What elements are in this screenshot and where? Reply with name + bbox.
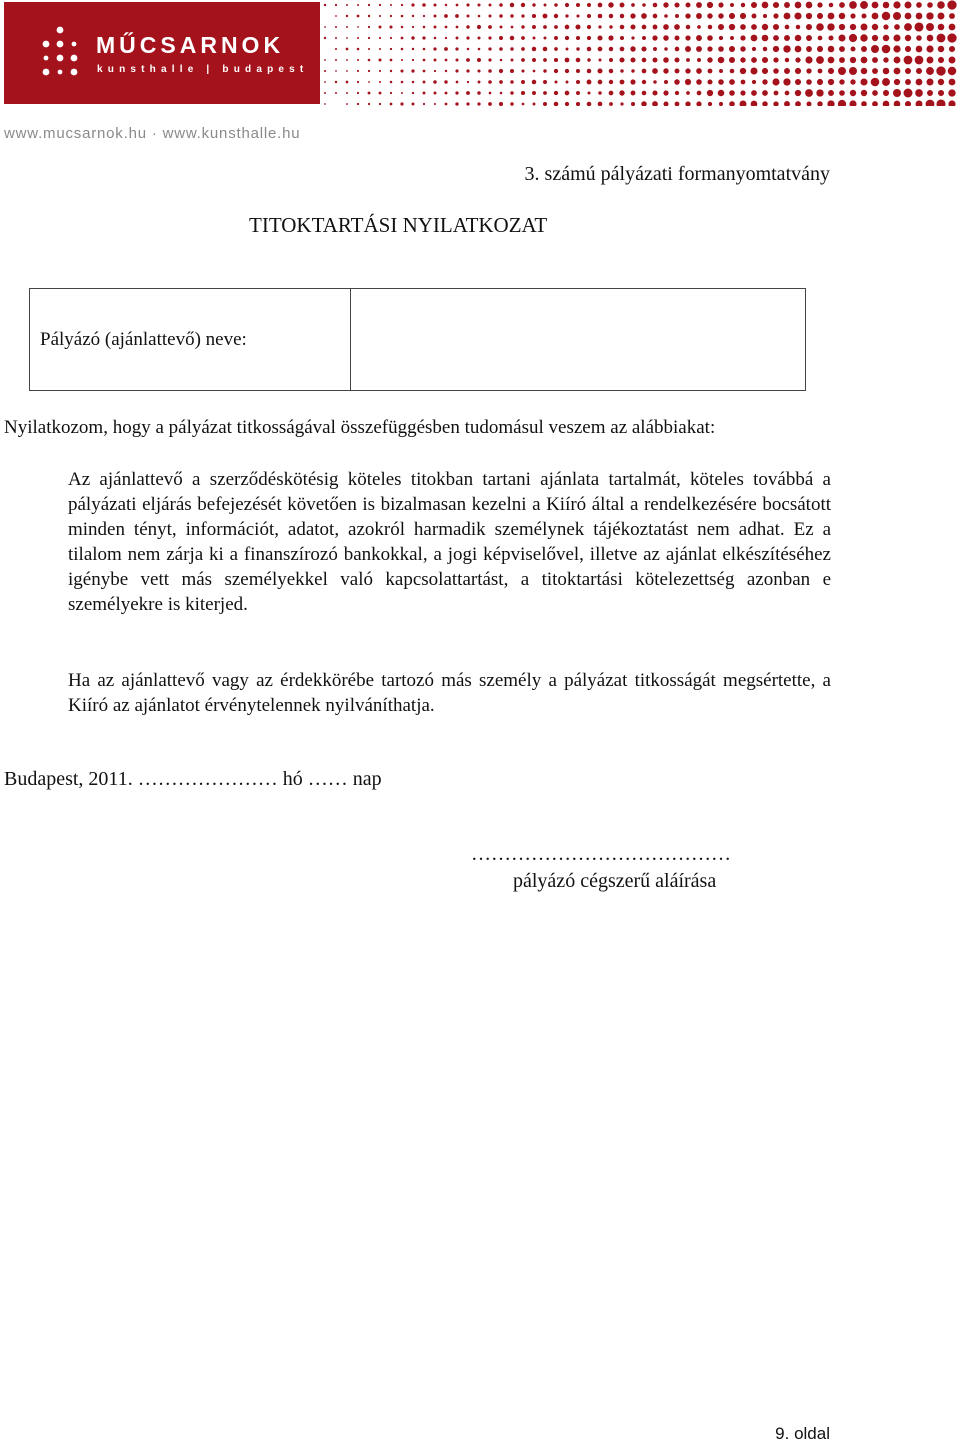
declaration-intro: Nyilatkozom, hogy a pályázat titkosságával összefüggésben tudomásul veszem az alábbiakat: xyxy=(4,417,716,438)
logo-subtitle: kunsthalle | budapest xyxy=(97,64,309,75)
website-links: www.mucsarnok.hu · www.kunsthalle.hu xyxy=(4,125,301,142)
date-line: Budapest, 2011. ………………… hó …… nap xyxy=(4,768,382,790)
signature-label: pályázó cégszerű aláírása xyxy=(513,870,717,892)
bidder-name-field[interactable] xyxy=(351,289,806,391)
confidentiality-paragraph: Az ajánlattevő a szerződéskötésig köteles titokban tartani ajánlata tartalmát, köteles továbbá a pályázati eljárás befejezését követően is bizalmasan kezelni a Kiíró által a rendelkezésére bocsátott minden tényt, információt, adatot, azokról harmadik személynek tájékoztatást nem adhat. Ez a tilalom nem zárja ki a finanszírozó bankokkal, a jogi képviselővel, illetve az ajánlat elkészítéséhez igénybe vett más személyekkel való kapcsolattartást, a titoktartási kötelezettség azonban e személyekre is kiterjed. xyxy=(68,469,831,615)
invalidity-paragraph: Ha az ajánlattevő vagy az érdekkörébe tartozó más személy a pályázat titkosságát megsértette, a Kiíró az ajánlatot érvénytelennek nyilváníthatja. xyxy=(68,670,831,716)
logo-name: MŰCSARNOK xyxy=(96,32,285,58)
form-number: 3. számú pályázati formanyomtatvány xyxy=(524,163,830,185)
page-number: 9. oldal xyxy=(775,1424,830,1443)
signature-line: ………………………………… xyxy=(471,843,731,865)
logo-dots-icon xyxy=(42,26,78,76)
bidder-name-table xyxy=(29,288,806,391)
brand-block xyxy=(4,2,320,104)
document-title: TITOKTARTÁSI NYILATKOZAT xyxy=(249,213,548,237)
dot-pattern-decoration xyxy=(320,0,960,106)
page-header xyxy=(0,0,960,106)
bidder-name-label: Pályázó (ajánlattevő) neve: xyxy=(30,289,351,391)
